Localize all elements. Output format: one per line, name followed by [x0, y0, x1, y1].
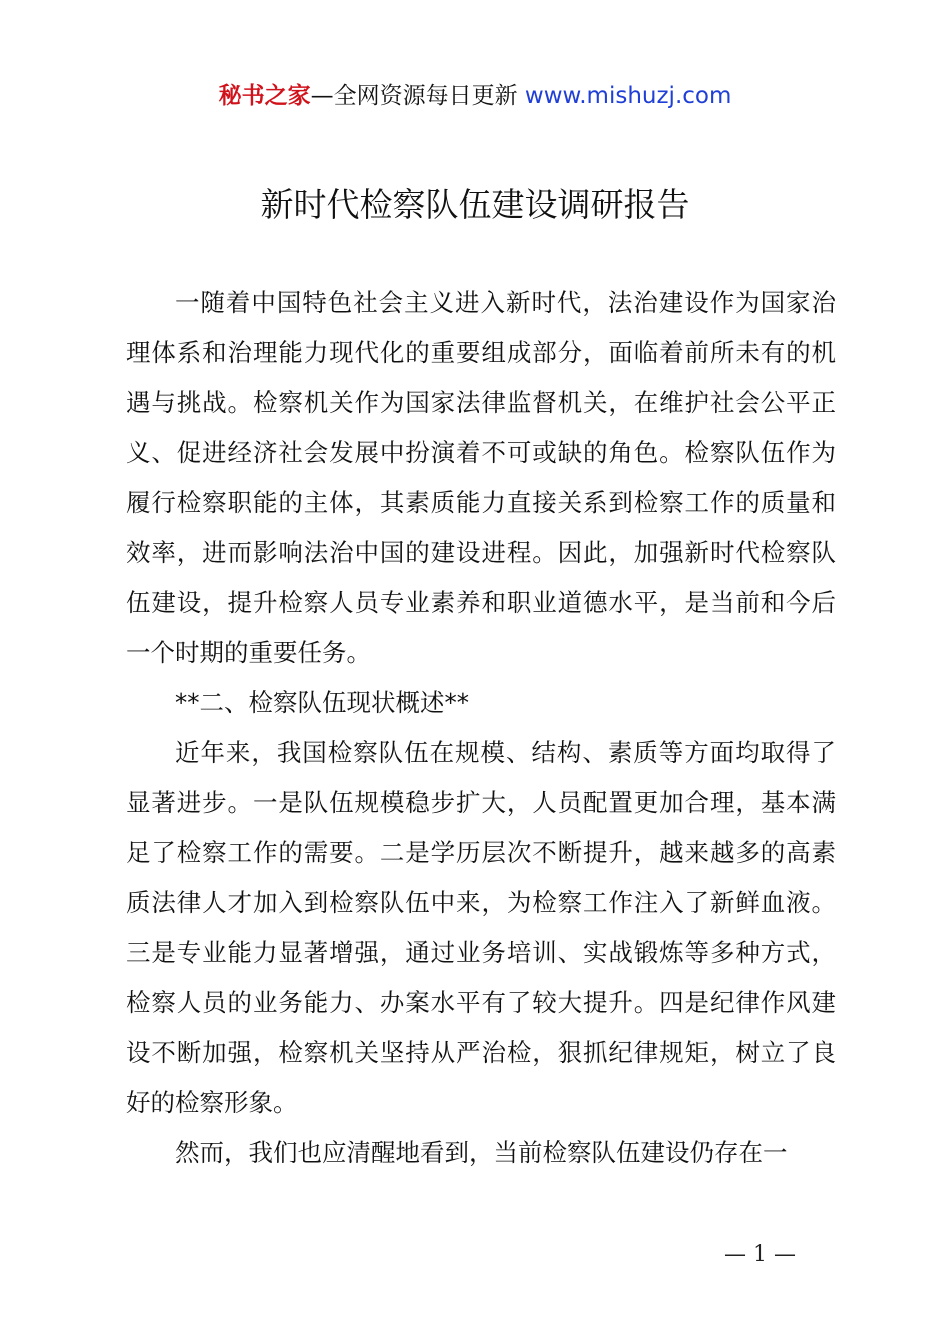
issues-paragraph: 然而，我们也应清醒地看到，当前检察队伍建设仍存在一 — [175, 1138, 788, 1167]
intro-paragraph: 一随着中国特色社会主义进入新时代，法治建设作为国家治理体系和治理能力现代化的重要组成部分，面临着前所未有的机遇与挑战。检察机关作为国家法律监督机关，在维护社会公平正义、促进经济社会发展中扮演着不可或缺的角色。检察队伍作为履行检察职能的主体，其素质能力直接关系到检察工作的质量和效率，进而影响法治中国的建设进程。因此，加强新时代检察队伍建设，提升检察人员专业素养和职业道德水平，是当前和今后一个时期的重要任务。 — [126, 288, 836, 667]
site-brand: 秘书之家 — [218, 83, 311, 109]
page-number: — 1 — — [724, 1242, 796, 1267]
document-title: 新时代检察队伍建设调研报告 — [260, 185, 690, 224]
site-tagline: —全网资源每日更新 — [310, 83, 518, 109]
document-body — [126, 278, 836, 1178]
site-url-link[interactable]: www.mishuzj.com — [524, 83, 732, 109]
site-header — [0, 80, 950, 112]
status-paragraph: 近年来，我国检察队伍在规模、结构、素质等方面均取得了显著进步。一是队伍规模稳步扩大，人员配置更加合理，基本满足了检察工作的需要。二是学历层次不断提升，越来越多的高素质法律人才加入到检察队伍中来，为检察工作注入了新鲜血液。三是专业能力显著增强，通过业务培训、实战锻炼等多种方式，检察人员的业务能力、办案水平有了较大提升。四是纪律作风建设不断加强，检察机关坚持从严治检，狠抓纪律规矩，树立了良好的检察形象。 — [126, 738, 836, 1117]
section-heading: **二、检察队伍现状概述** — [175, 688, 469, 717]
